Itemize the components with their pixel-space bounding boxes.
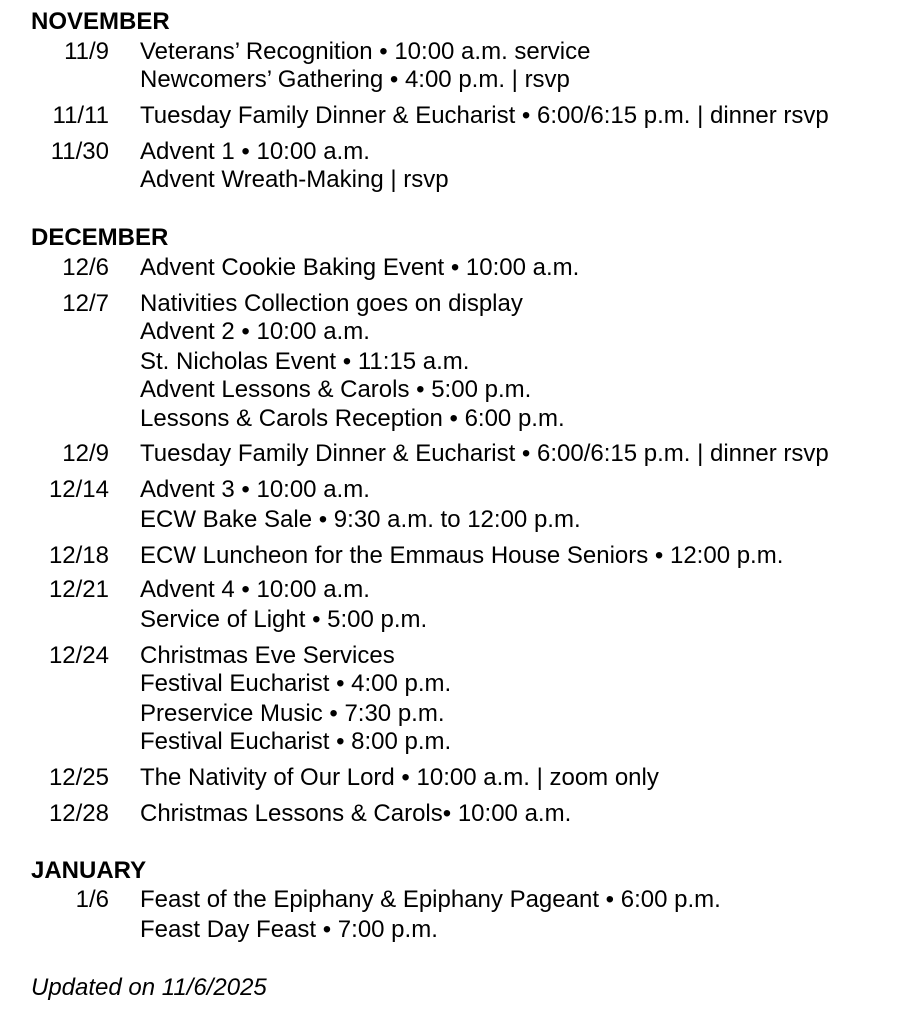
event-line: Advent 1 • 10:00 a.m. [140, 138, 370, 165]
event-line: Advent Cookie Baking Event • 10:00 a.m. [140, 254, 580, 281]
event-line: Christmas Eve Services [140, 642, 395, 669]
event-line: Festival Eucharist • 8:00 p.m. [140, 728, 452, 755]
month-heading-december: DECEMBER [31, 224, 169, 251]
month-heading-november: NOVEMBER [31, 8, 170, 35]
event-line: Tuesday Family Dinner & Eucharist • 6:00/6:15 p.m. | dinner rsvp [140, 440, 829, 467]
month-heading-january: JANUARY [31, 857, 147, 884]
event-line: Service of Light • 5:00 p.m. [140, 606, 428, 633]
event-date: 12/25 [48, 764, 109, 791]
event-line: Feast of the Epiphany & Epiphany Pageant • 6:00 p.m. [140, 886, 721, 913]
event-line: Christmas Lessons & Carols• 10:00 a.m. [140, 800, 572, 827]
updated-note: Updated on 11/6/2025 [31, 974, 267, 1001]
event-date: 12/14 [48, 476, 109, 503]
event-line: Nativities Collection goes on display [140, 290, 523, 317]
event-line: Lessons & Carols Reception • 6:00 p.m. [140, 405, 565, 432]
event-line: The Nativity of Our Lord • 10:00 a.m. | zoom only [140, 764, 659, 791]
event-date: 12/6 [62, 254, 109, 281]
event-line: Veterans’ Recognition • 10:00 a.m. service [140, 38, 591, 65]
event-date: 12/21 [48, 576, 109, 603]
event-date: 11/11 [52, 102, 109, 129]
event-line: ECW Luncheon for the Emmaus House Seniors • 12:00 p.m. [140, 542, 784, 569]
event-date: 12/7 [62, 290, 109, 317]
event-line: Preservice Music • 7:30 p.m. [140, 700, 445, 727]
event-line: Festival Eucharist • 4:00 p.m. [140, 670, 452, 697]
event-date: 12/18 [48, 542, 109, 569]
event-line: Advent Lessons & Carols • 5:00 p.m. [140, 376, 532, 403]
event-date: 1/6 [75, 886, 109, 913]
event-line: Newcomers’ Gathering • 4:00 p.m. | rsvp [140, 66, 570, 93]
event-line: Feast Day Feast • 7:00 p.m. [140, 916, 438, 943]
event-date: 12/24 [48, 642, 109, 669]
event-date: 11/9 [64, 38, 109, 65]
event-date: 12/28 [48, 800, 109, 827]
event-line: St. Nicholas Event • 11:15 a.m. [140, 348, 470, 375]
event-line: ECW Bake Sale • 9:30 a.m. to 12:00 p.m. [140, 506, 581, 533]
event-line: Advent 4 • 10:00 a.m. [140, 576, 370, 603]
event-line: Tuesday Family Dinner & Eucharist • 6:00/6:15 p.m. | dinner rsvp [140, 102, 829, 129]
event-date: 12/9 [62, 440, 109, 467]
event-date: 11/30 [50, 138, 109, 165]
event-line: Advent 3 • 10:00 a.m. [140, 476, 370, 503]
event-line: Advent 2 • 10:00 a.m. [140, 318, 370, 345]
event-line: Advent Wreath-Making | rsvp [140, 166, 449, 193]
